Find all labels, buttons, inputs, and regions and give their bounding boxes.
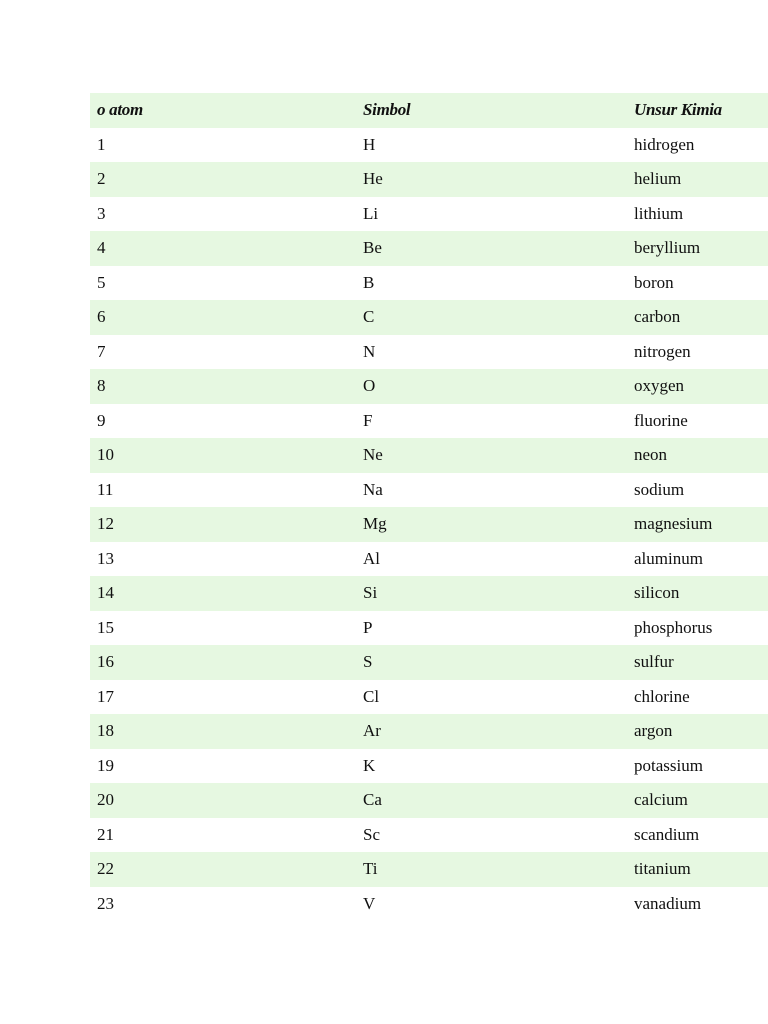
cell-symbol: S xyxy=(363,652,373,672)
cell-atom-number: 2 xyxy=(97,169,106,189)
cell-atom-number: 4 xyxy=(97,238,106,258)
cell-element-name: helium xyxy=(634,169,682,189)
cell-symbol: Na xyxy=(363,479,383,499)
table-row xyxy=(90,231,768,266)
table-row xyxy=(90,335,768,370)
table-row xyxy=(90,542,768,577)
cell-atom-number: 21 xyxy=(97,824,114,844)
table-row xyxy=(90,576,768,611)
table-row xyxy=(90,611,768,646)
cell-atom-number: 11 xyxy=(97,479,114,499)
cell-element-name: aluminum xyxy=(634,548,703,568)
cell-symbol: O xyxy=(363,376,376,396)
cell-element-name: neon xyxy=(634,445,668,465)
cell-atom-number: 14 xyxy=(97,583,114,603)
cell-atom-number: 15 xyxy=(97,617,114,637)
cell-symbol: P xyxy=(363,617,373,637)
table-row xyxy=(90,162,768,197)
cell-element-name: scandium xyxy=(634,824,700,844)
cell-symbol: He xyxy=(363,169,383,189)
table-row xyxy=(90,404,768,439)
cell-symbol: K xyxy=(363,755,376,775)
cell-symbol: Mg xyxy=(363,514,387,534)
table-row xyxy=(90,887,768,922)
cell-element-name: carbon xyxy=(634,307,681,327)
cell-symbol: H xyxy=(363,134,376,154)
table-row xyxy=(90,645,768,680)
cell-atom-number: 12 xyxy=(97,514,114,534)
cell-atom-number: 17 xyxy=(97,686,114,706)
table-row xyxy=(90,680,768,715)
cell-element-name: beryllium xyxy=(634,238,701,258)
header-atom-number: o atom xyxy=(97,100,143,120)
cell-symbol: Ca xyxy=(363,790,382,810)
table-row xyxy=(90,369,768,404)
header-element-name: Unsur Kimia xyxy=(634,100,722,120)
cell-symbol: C xyxy=(363,307,375,327)
cell-symbol: Sc xyxy=(363,824,380,844)
cell-symbol: V xyxy=(363,893,376,913)
cell-element-name: lithium xyxy=(634,203,684,223)
cell-element-name: phosphorus xyxy=(634,617,713,637)
table-row xyxy=(90,128,768,163)
cell-element-name: fluorine xyxy=(634,410,688,430)
cell-element-name: titanium xyxy=(634,859,691,879)
cell-atom-number: 9 xyxy=(97,410,106,430)
cell-element-name: calcium xyxy=(634,790,688,810)
cell-symbol: Si xyxy=(363,583,378,603)
cell-symbol: Ar xyxy=(363,721,381,741)
table-row xyxy=(90,818,768,853)
cell-atom-number: 5 xyxy=(97,272,106,292)
cell-atom-number: 16 xyxy=(97,652,114,672)
cell-element-name: silicon xyxy=(634,583,680,603)
table-row xyxy=(90,197,768,232)
cell-symbol: Ne xyxy=(363,445,383,465)
cell-symbol: Be xyxy=(363,238,382,258)
cell-element-name: sulfur xyxy=(634,652,674,672)
header-symbol: Simbol xyxy=(363,100,411,120)
cell-symbol: Al xyxy=(363,548,380,568)
cell-atom-number: 19 xyxy=(97,755,114,775)
cell-atom-number: 1 xyxy=(97,134,106,154)
cell-atom-number: 7 xyxy=(97,341,106,361)
cell-element-name: sodium xyxy=(634,479,685,499)
cell-element-name: boron xyxy=(634,272,674,292)
cell-symbol: B xyxy=(363,272,375,292)
cell-symbol: N xyxy=(363,341,376,361)
table-row xyxy=(90,714,768,749)
cell-element-name: chlorine xyxy=(634,686,690,706)
cell-atom-number: 22 xyxy=(97,859,114,879)
cell-element-name: nitrogen xyxy=(634,341,691,361)
cell-element-name: magnesium xyxy=(634,514,713,534)
cell-symbol: Cl xyxy=(363,686,380,706)
table-row xyxy=(90,266,768,301)
table-row xyxy=(90,473,768,508)
table-header-row xyxy=(90,93,768,128)
cell-symbol: Li xyxy=(363,203,379,223)
cell-atom-number: 20 xyxy=(97,790,114,810)
cell-element-name: hidrogen xyxy=(634,134,695,154)
table-row xyxy=(90,507,768,542)
cell-element-name: potassium xyxy=(634,755,703,775)
table-row xyxy=(90,749,768,784)
cell-element-name: vanadium xyxy=(634,893,702,913)
table-row xyxy=(90,438,768,473)
cell-atom-number: 3 xyxy=(97,203,106,223)
element-table xyxy=(90,93,768,921)
cell-element-name: oxygen xyxy=(634,376,685,396)
table-row xyxy=(90,852,768,887)
cell-symbol: F xyxy=(363,410,373,430)
cell-atom-number: 10 xyxy=(97,445,114,465)
cell-atom-number: 8 xyxy=(97,376,106,396)
table-row xyxy=(90,300,768,335)
cell-symbol: Ti xyxy=(363,859,378,879)
cell-atom-number: 6 xyxy=(97,307,106,327)
cell-atom-number: 23 xyxy=(97,893,114,913)
cell-atom-number: 13 xyxy=(97,548,114,568)
cell-element-name: argon xyxy=(634,721,673,741)
table-body xyxy=(90,128,768,922)
cell-atom-number: 18 xyxy=(97,721,114,741)
table-row xyxy=(90,783,768,818)
